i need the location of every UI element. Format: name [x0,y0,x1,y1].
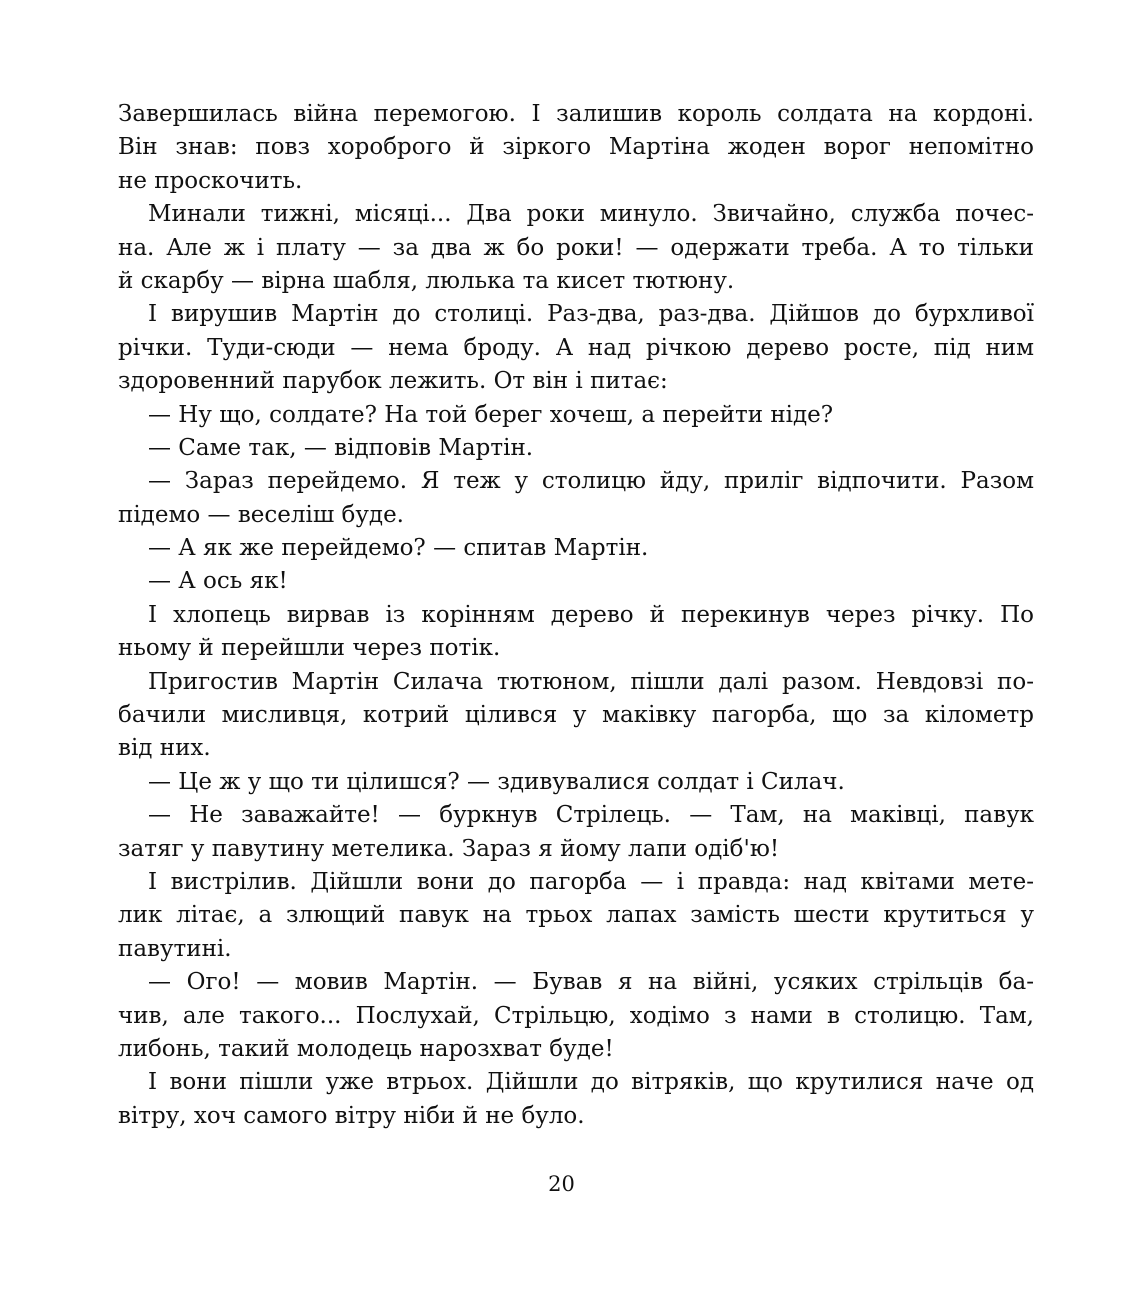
text-line: — Ну що, солдате? На той берег хочеш, а перейти ніде? [148,401,834,428]
text-line: Пригостив Мартін Силача тютюном, пішли далі разом. Невдовзі по- [148,668,1034,695]
text-line: здоровенний парубок лежить. От він і питає: [118,368,668,395]
text-line: затяг у павутину метелика. Зараз я йому лапи одіб'ю! [118,835,780,862]
text-line: бачили мисливця, котрий цілився у маківку пагорба, що за кілометр [118,702,1034,729]
text-line: — Не заважайте! — буркнув Стрілець. — Там, на маківці, павук [148,802,1034,829]
text-line: павутині. [118,935,232,962]
text-line: Завершилась війна перемогою. І залишив король солдата на кордоні. [118,101,1034,127]
text-line: — А ось як! [148,568,288,595]
page-body [118,98,1034,1133]
text-line: й скарбу — вірна шабля, люлька та кисет тютюну. [118,267,735,294]
text-line: І вистрілив. Дійшли вони до пагорба — і правда: над квітами мете- [148,868,1034,895]
text-line: вітру, хоч самого вітру ніби й не було. [118,1102,585,1129]
text-line: лик літає, а злющий павук на трьох лапах замість шести крутиться у [118,902,1034,929]
text-line: чив, але такого... Послухай, Стрільцю, ходімо з нами в столицю. Там, [118,1002,1034,1029]
page-number: 20 [548,1172,575,1196]
text-line: річки. Туди-сюди — нема броду. А над річкою дерево росте, під ним [118,334,1034,361]
text-line: І вони пішли уже втрьох. Дійшли до вітряків, що крутилися наче од [148,1069,1034,1096]
text-line: — А як же перейдемо? — спитав Мартін. [148,535,649,562]
text-line: не проскочить. [118,167,303,194]
text-line: підемо — веселіш буде. [118,501,404,528]
text-line: Минали тижні, місяці... Два роки минуло. Звичайно, служба почес- [148,201,1034,228]
text-line: — Саме так, — відповів Мартін. [148,434,534,461]
text-line: І хлопець вирвав із корінням дерево й перекинув через річку. По [148,601,1034,628]
text-line: на. Але ж і плату — за два ж бо роки! — одержати треба. А то тільки [118,234,1034,261]
text-line: ньому й перейшли через потік. [118,635,501,662]
text-line: І вирушив Мартін до столиці. Раз-два, раз-два. Дійшов до бурхливої [148,301,1034,328]
text-line: Він знав: повз хороброго й зіркого Мартіна жоден ворог непомітно [118,134,1034,161]
text-line: від них. [118,735,211,762]
text-line: — Ого! — мовив Мартін. — Бував я на війні, усяких стрільців ба- [148,969,1034,996]
text-line: либонь, такий молодець нарозхват буде! [118,1035,614,1062]
text-line: — Це ж у що ти цілишся? — здивувалися солдат і Силач. [148,768,845,795]
text-line: — Зараз перейдемо. Я теж у столицю йду, приліг відпочити. Разом [148,468,1034,495]
